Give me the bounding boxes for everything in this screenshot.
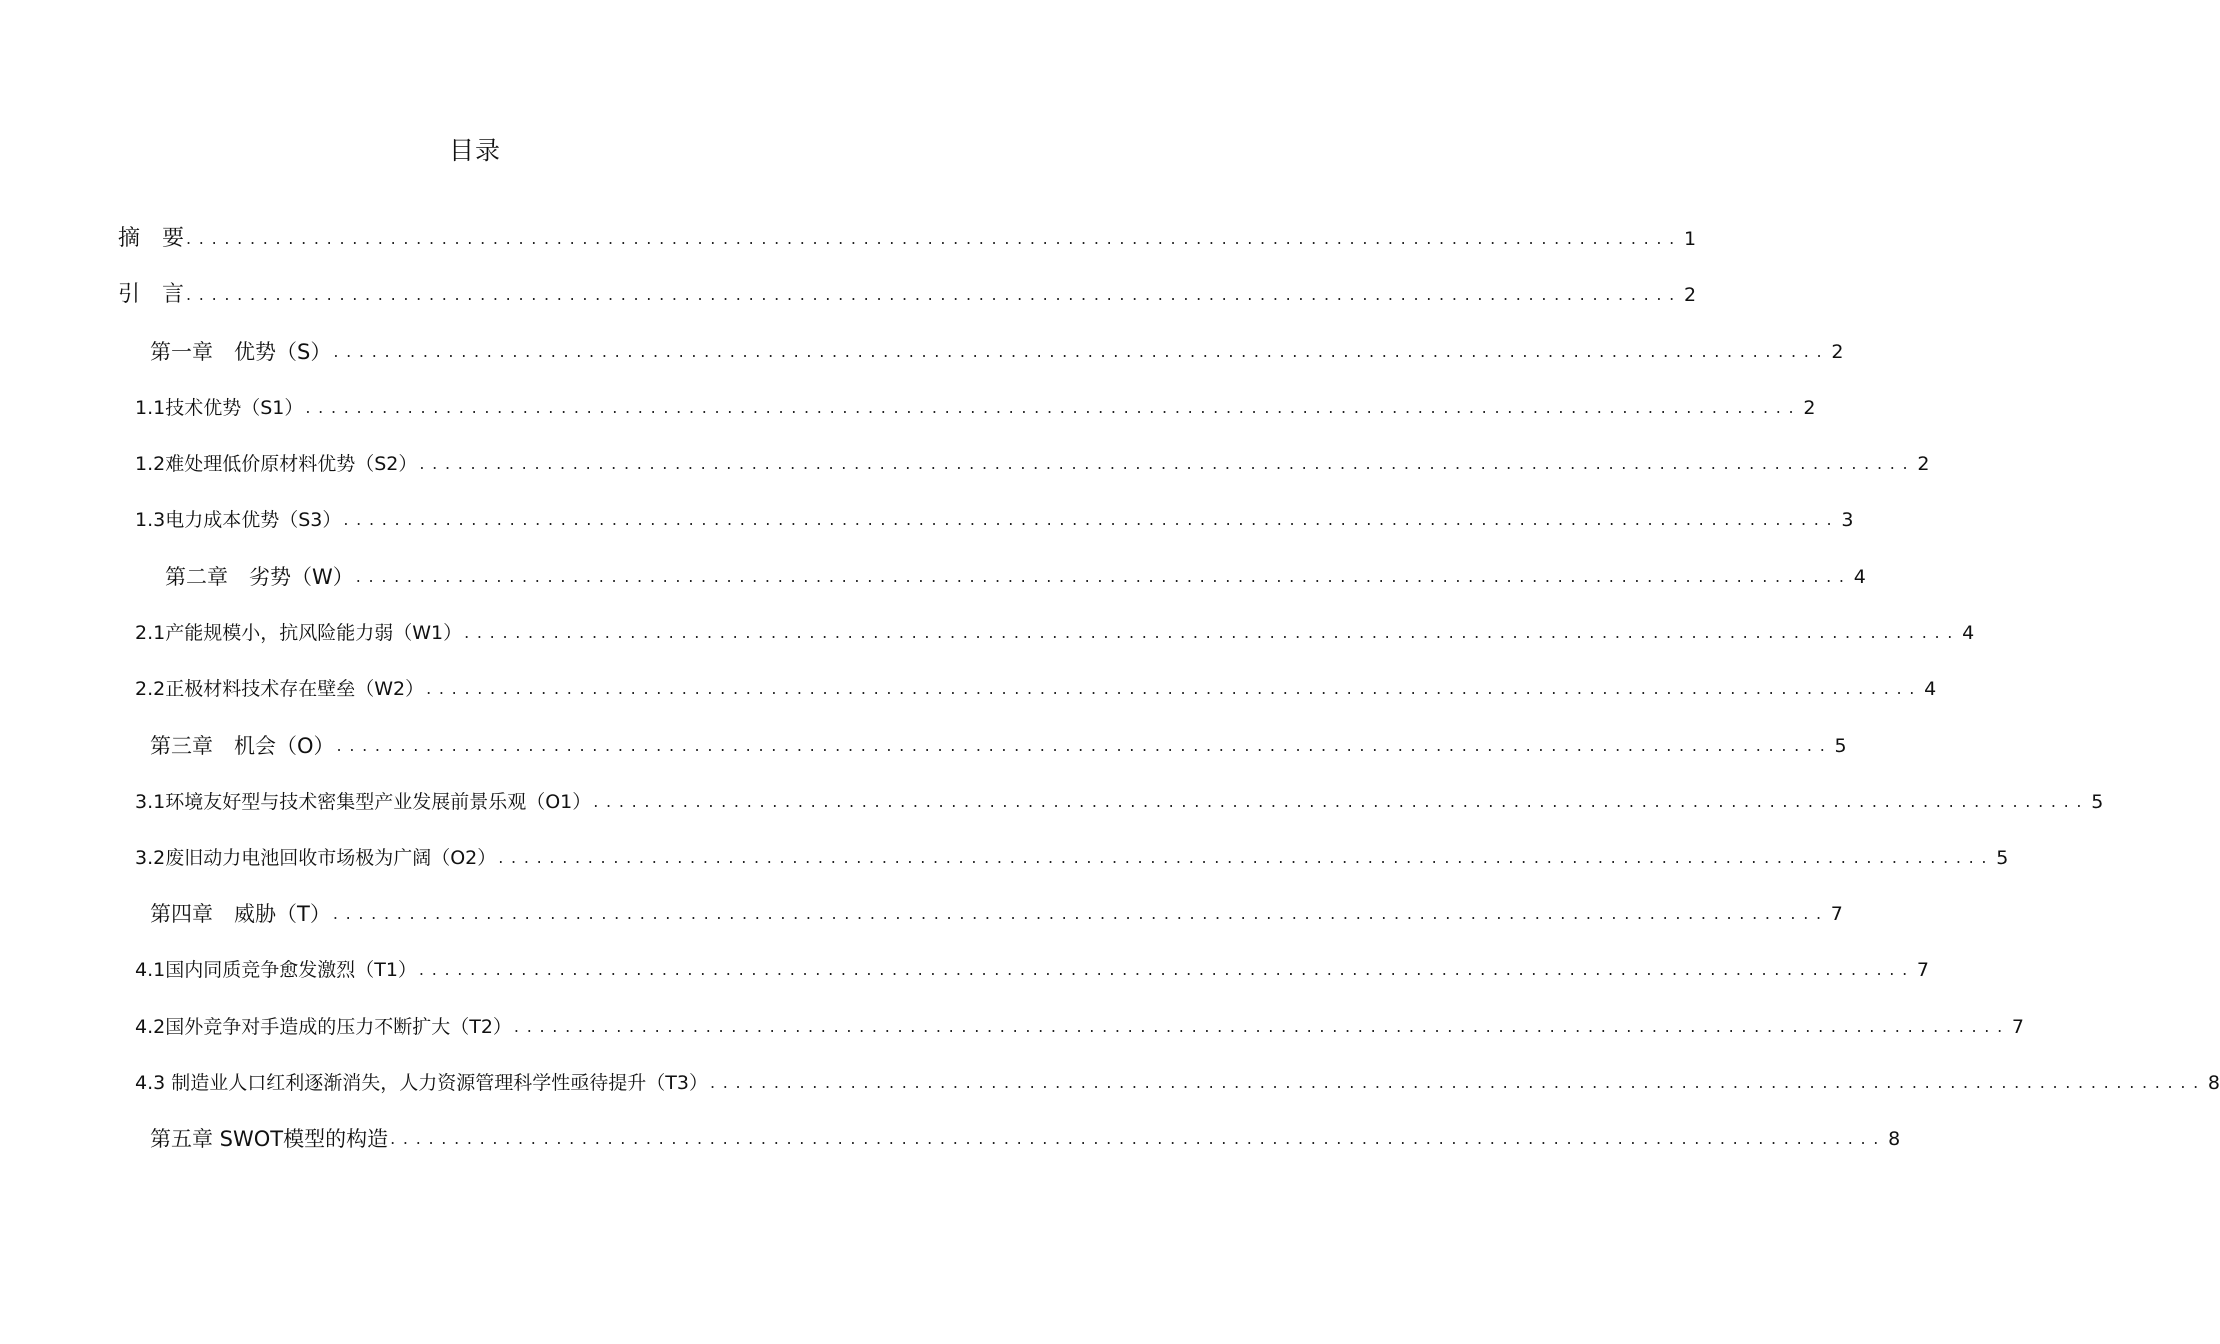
- toc-entry-page: 2: [1917, 453, 1930, 475]
- toc-entry-page: 8: [2207, 1072, 2220, 1094]
- toc-entry-label: 第一章 优势（S）: [150, 340, 332, 364]
- toc-entry-label: 4.3 制造业人口红利逐渐消失，人力资源管理科学性亟待提升（T3）: [135, 1072, 708, 1094]
- toc-entry-label: 2.1产能规模小，抗风险能力弱（W1）: [135, 622, 463, 644]
- page-title: 目录: [448, 136, 501, 165]
- toc-entry-introduction[interactable]: [118, 278, 1697, 312]
- toc-entry-page: 5: [2091, 791, 2104, 813]
- toc-entry-section-2-2[interactable]: [135, 672, 1937, 706]
- toc-entry-page: 5: [1996, 847, 2009, 869]
- toc-entry-label: 第二章 劣势（W）: [165, 565, 354, 589]
- toc-leader-dots: .....................................................................................................................: [418, 960, 1915, 979]
- toc-entry-page: 4: [1853, 566, 1866, 588]
- toc-entry-label: 4.2国外竞争对手造成的压力不断扩大（T2）: [135, 1016, 512, 1038]
- toc-entry-label: 4.1国内同质竞争愈发激烈（T1）: [135, 959, 417, 981]
- toc-entry-chapter-1[interactable]: [150, 335, 1844, 369]
- toc-leader-dots: .....................................................................................................................: [332, 904, 1829, 923]
- toc-entry-page: 1: [1683, 228, 1697, 250]
- toc-leader-dots: .....................................................................................................................: [336, 736, 1833, 755]
- toc-entry-label: 摘 要: [118, 226, 185, 251]
- toc-entry-section-1-3[interactable]: [135, 503, 1854, 537]
- toc-entry-abstract[interactable]: [118, 222, 1697, 256]
- toc-entry-chapter-3[interactable]: [150, 729, 1847, 763]
- toc-leader-dots: .....................................................................................................................: [333, 342, 1830, 361]
- toc-entry-chapter-2[interactable]: [165, 560, 1866, 594]
- toc-leader-dots: .....................................................................................................................: [498, 848, 1995, 867]
- toc-entry-page: 7: [2011, 1016, 2024, 1038]
- toc-entry-label: 第三章 机会（O）: [150, 734, 335, 758]
- toc-leader-dots: .....................................................................................................................: [305, 398, 1802, 417]
- toc-entry-page: 8: [1888, 1128, 1901, 1150]
- toc-entry-page: 7: [1916, 959, 1929, 981]
- toc-leader-dots: .....................................................................................................................: [709, 1073, 2206, 1092]
- toc-entry-page: 4: [1962, 622, 1975, 644]
- toc-entry-label: 1.2难处理低价原材料优势（S2）: [135, 453, 418, 475]
- toc-leader-dots: .....................................................................................................................: [464, 623, 1961, 642]
- toc-entry-page: 3: [1841, 509, 1854, 531]
- toc-leader-dots: .....................................................................................................................: [343, 510, 1840, 529]
- toc-entry-label: 1.1技术优势（S1）: [135, 397, 304, 419]
- toc-entry-label: 1.3电力成本优势（S3）: [135, 509, 342, 531]
- toc-entry-label: 第四章 威胁（T）: [150, 902, 331, 926]
- toc-leader-dots: .....................................................................................................................: [390, 1129, 1887, 1148]
- toc-entry-section-1-1[interactable]: [135, 391, 1816, 425]
- toc-entry-section-4-2[interactable]: [135, 1010, 2024, 1044]
- toc-entry-page: 2: [1831, 341, 1844, 363]
- toc-leader-dots: .....................................................................................................................: [593, 792, 2090, 811]
- toc-entry-page: 2: [1803, 397, 1816, 419]
- toc-entry-label: 2.2正极材料技术存在壁垒（W2）: [135, 678, 425, 700]
- toc-entry-section-4-3[interactable]: [135, 1066, 2220, 1100]
- toc-leader-dots: .....................................................................................................................: [355, 567, 1852, 586]
- toc-entry-page: 4: [1924, 678, 1937, 700]
- toc-leader-dots: .....................................................................................................................: [513, 1017, 2010, 1036]
- toc-entry-label: 3.1环境友好型与技术密集型产业发展前景乐观（O1）: [135, 791, 592, 813]
- toc-entry-section-1-2[interactable]: [135, 447, 1930, 481]
- toc-entry-label: 3.2废旧动力电池回收市场极为广阔（O2）: [135, 847, 497, 869]
- toc-entry-label: 引 言: [118, 282, 185, 307]
- toc-entry-chapter-4[interactable]: [150, 897, 1843, 931]
- toc-entry-chapter-5[interactable]: [150, 1122, 1901, 1156]
- toc-entry-section-3-2[interactable]: [135, 841, 2009, 875]
- toc-leader-dots: .....................................................................................................................: [426, 679, 1923, 698]
- toc-entry-label: 第五章 SWOT模型的构造: [150, 1127, 389, 1151]
- toc-leader-dots: .....................................................................................................................: [186, 229, 1682, 248]
- toc-entry-page: 2: [1683, 284, 1697, 306]
- toc-entry-section-3-1[interactable]: [135, 785, 2104, 819]
- toc-entry-section-4-1[interactable]: [135, 953, 1929, 987]
- toc-leader-dots: .....................................................................................................................: [186, 285, 1682, 304]
- toc-entry-page: 5: [1834, 735, 1847, 757]
- toc-entry-page: 7: [1830, 903, 1843, 925]
- toc-entry-section-2-1[interactable]: [135, 616, 1975, 650]
- toc-leader-dots: .....................................................................................................................: [419, 454, 1916, 473]
